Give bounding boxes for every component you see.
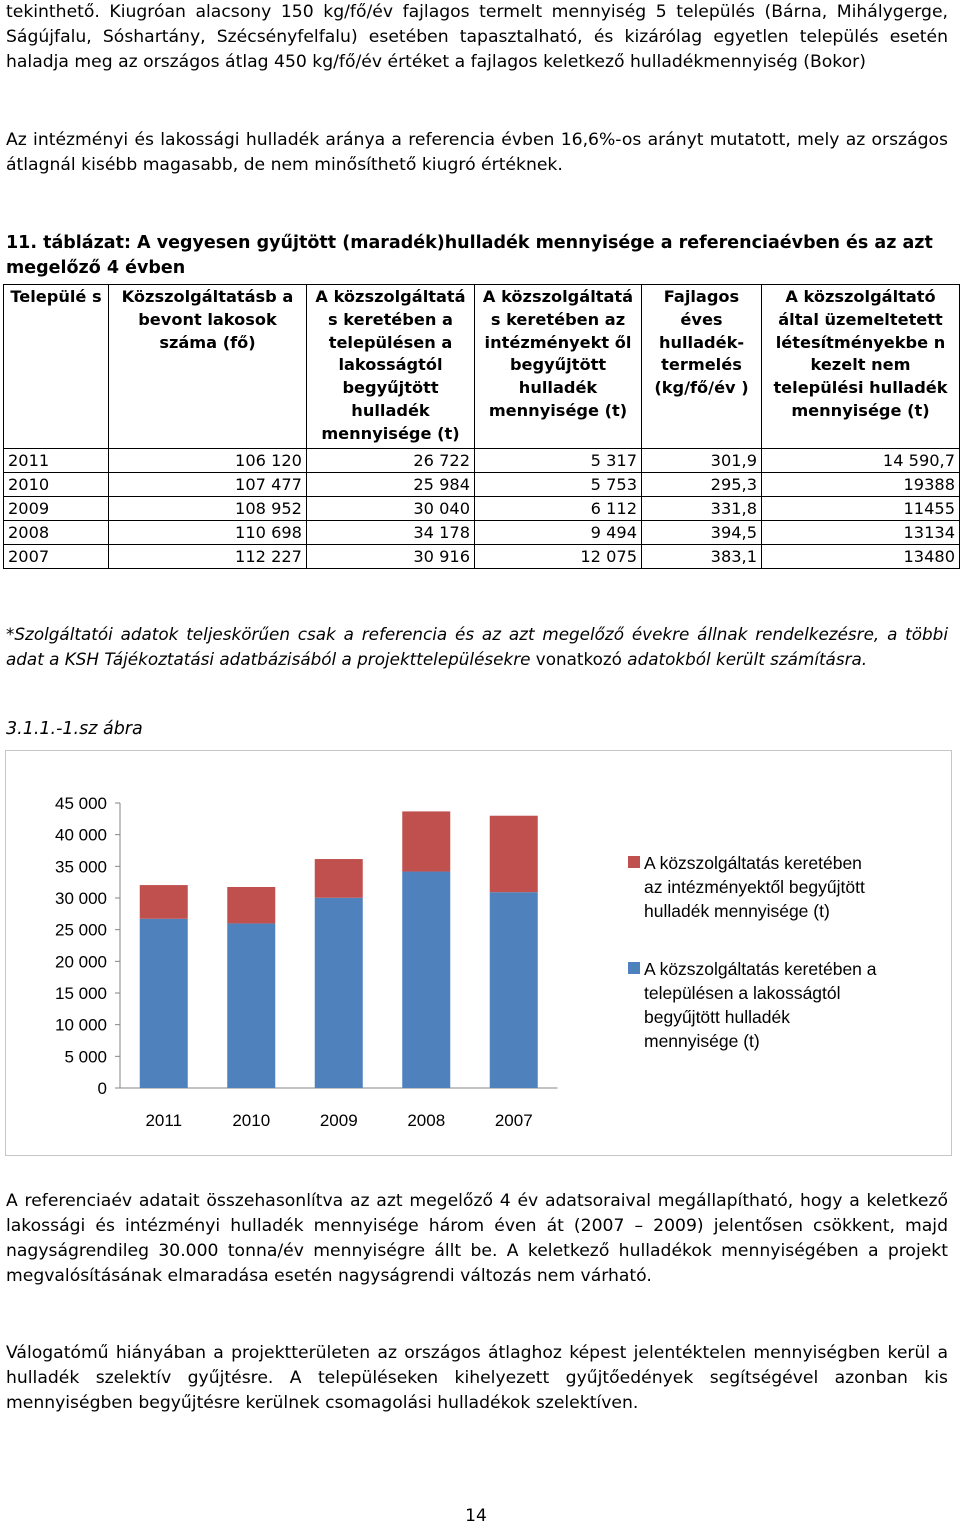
table-cell: 5 317 — [475, 448, 642, 472]
table-row — [4, 496, 960, 520]
x-tick-label: 2008 — [407, 1111, 446, 1130]
column-header: Közszolgáltatásb a bevont lakosok száma (fő) — [109, 285, 307, 449]
legend-swatch — [628, 856, 640, 868]
table-note-end: adatokból került számításra. — [627, 649, 868, 669]
bar-institutional — [490, 816, 538, 892]
y-tick-label: 35 000 — [55, 857, 107, 877]
table-cell: 108 952 — [109, 496, 307, 520]
x-tick-label: 2011 — [145, 1111, 183, 1130]
bar-institutional — [402, 811, 450, 871]
bar-institutional — [227, 887, 275, 923]
bar-institutional — [140, 885, 188, 919]
table-cell: 19388 — [762, 472, 960, 496]
table-cell: 12 075 — [475, 544, 642, 568]
table-cell: 106 120 — [109, 448, 307, 472]
table-note-italic: *Szolgáltatói adatok teljeskörűen csak a referencia és az azt megelőző évekre állnak rendelkezésre, a többi adat a KSH Tájékoztatási adatbázisából a projekttelepülésekre — [6, 624, 948, 669]
table-cell: 30 916 — [307, 544, 475, 568]
y-tick-label: 45 000 — [55, 794, 107, 813]
table-cell: 6 112 — [475, 496, 642, 520]
y-tick-label: 10 000 — [55, 1015, 107, 1035]
table-cell: 110 698 — [109, 520, 307, 544]
table-note — [6, 622, 948, 672]
table-cell: 2008 — [4, 520, 109, 544]
table-cell: 2009 — [4, 496, 109, 520]
y-tick-label: 20 000 — [55, 952, 107, 972]
bar-residential — [227, 923, 275, 1088]
table-cell: 9 494 — [475, 520, 642, 544]
table-row — [4, 520, 960, 544]
column-header: A közszolgáltatá s keretében a településen a lakosságtól begyűjtött hulladék mennyisége (t) — [307, 285, 475, 449]
column-header: A közszolgáltatá s keretében az intézményekt ől begyűjtött hulladék mennyisége (t) — [475, 285, 642, 449]
page-number: 14 — [465, 1506, 487, 1526]
table-cell: 30 040 — [307, 496, 475, 520]
comparison-paragraph: A referenciaév adatait összehasonlítva az azt megelőző 4 év adatsoraival megállapítható, hogy a keletkező lakossági és intézményi hulladék mennyisége három éven át (2007 – 2009) jelentősen csökkent, majd nagyságrendileg 30.000 tonna/év mennyiségre állt be. A keletkező hulladékok mennyiségében a projekt megvalósításának elmaradása esetén nagyságrendi változás nem várható. — [6, 1191, 948, 1286]
legend-label: hulladék mennyisége (t) — [644, 901, 830, 921]
legend-label: A közszolgáltatás keretében a — [644, 959, 877, 979]
legend-swatch — [628, 962, 640, 974]
table-cell: 13134 — [762, 520, 960, 544]
table-header-row — [4, 285, 960, 449]
table-cell: 107 477 — [109, 472, 307, 496]
table-cell: 25 984 — [307, 472, 475, 496]
table-row — [4, 472, 960, 496]
y-tick-label: 40 000 — [55, 825, 107, 845]
column-header: Települé s — [4, 285, 109, 449]
figure-label: 3.1.1.-1.sz ábra — [6, 719, 143, 739]
legend-label: településen a lakosságtól — [644, 983, 841, 1003]
x-tick-label: 2009 — [319, 1111, 358, 1130]
bar-residential — [490, 892, 538, 1088]
y-tick-label: 5 000 — [64, 1047, 107, 1067]
bar-institutional — [315, 859, 363, 898]
table-cell: 301,9 — [642, 448, 762, 472]
table-cell: 2010 — [4, 472, 109, 496]
table-caption: 11. táblázat: A vegyesen gyűjtött (maradék)hulladék mennyisége a referenciaévben és az azt megelőző 4 évben — [6, 233, 933, 278]
sorting-paragraph: Válogatómű hiányában a projektterületen az országos átlaghoz képest jelentéktelen mennyiségben kerül a hulladék szelektív gyűjtésre. A településeken kihelyezett gyűjtőedények segítségével azonban kis mennyiségben begyűjtésre kerülnek csomagolási hulladékok szelektíven. — [6, 1343, 948, 1413]
table-cell: 11455 — [762, 496, 960, 520]
y-tick-label: 15 000 — [55, 984, 107, 1003]
legend-label: mennyisége (t) — [644, 1031, 760, 1051]
table-cell: 112 227 — [109, 544, 307, 568]
legend-label: begyűjtött hulladék — [644, 1007, 790, 1027]
bar-residential — [315, 898, 363, 1088]
table-row — [4, 544, 960, 568]
column-header: Fajlagos éves hulladék- termelés (kg/fő/év ) — [642, 285, 762, 449]
table-cell: 2011 — [4, 448, 109, 472]
table-cell: 383,1 — [642, 544, 762, 568]
table-cell: 14 590,7 — [762, 448, 960, 472]
table-cell: 394,5 — [642, 520, 762, 544]
chart-canvas — [6, 751, 953, 1157]
table-cell: 2007 — [4, 544, 109, 568]
table-cell: 5 753 — [475, 472, 642, 496]
table-row — [4, 448, 960, 472]
x-tick-label: 2007 — [494, 1111, 533, 1130]
intro-paragraph: tekinthető. Kiugróan alacsony 150 kg/fő/év fajlagos termelt mennyiség 5 település (Bárna, Mihálygerge, Ságújfalu, Sóshartány, Szécsényfelfalu) esetében tapasztalható, és kizárólag egyetlen település esetén haladja meg az országos átlag 450 kg/fő/év értéket a fajlagos keletkező hulladékmennyiség (Bokor) — [6, 2, 948, 72]
waste-table — [3, 284, 960, 569]
y-tick-label: 0 — [97, 1079, 107, 1098]
y-tick-label: 25 000 — [55, 920, 107, 940]
table-cell: 34 178 — [307, 520, 475, 544]
bar-residential — [140, 919, 188, 1088]
bar-residential — [402, 872, 450, 1088]
table-cell: 13480 — [762, 544, 960, 568]
column-header: A közszolgáltató által üzemeltetett létesítményekbe n kezelt nem települési hulladék mennyisége (t) — [762, 285, 960, 449]
table-note-upright: vonatkozó — [535, 649, 622, 669]
stacked-bar-chart — [5, 750, 952, 1156]
legend-label: az intézményektől begyűjtött — [644, 877, 865, 897]
ratio-paragraph: Az intézményi és lakossági hulladék aránya a referencia évben 16,6%-os arányt mutatott, mely az országos átlagnál kisébb magasabb, de nem minősíthető kiugró értéknek. — [6, 130, 948, 175]
table-cell: 26 722 — [307, 448, 475, 472]
legend-label: A közszolgáltatás keretében — [644, 853, 862, 873]
y-tick-label: 30 000 — [55, 889, 107, 908]
table-cell: 331,8 — [642, 496, 762, 520]
table-cell: 295,3 — [642, 472, 762, 496]
x-tick-label: 2010 — [232, 1111, 271, 1130]
